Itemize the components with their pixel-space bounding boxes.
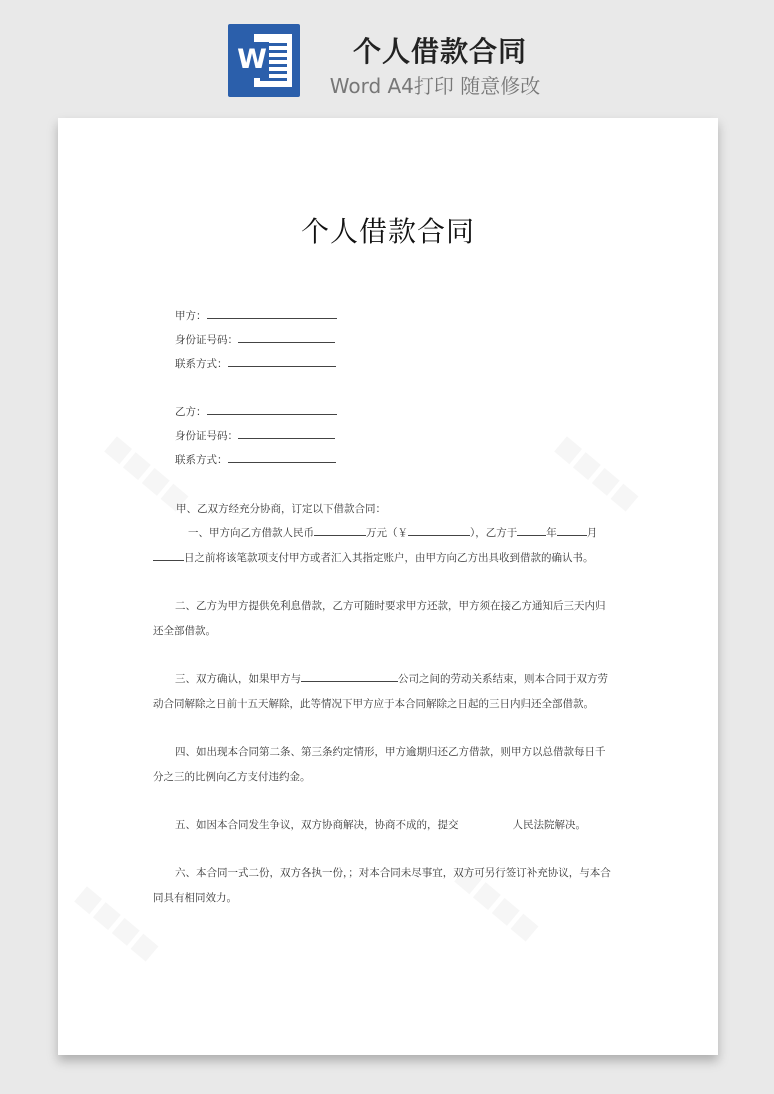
clause-text: ），乙方于 — [470, 527, 518, 539]
fill-blank[interactable] — [228, 453, 336, 463]
clause-6-line-2: 同具有相同效力。 — [153, 892, 237, 904]
party-b-name-label: 乙方： — [175, 406, 207, 418]
fill-blank[interactable] — [238, 333, 335, 343]
party-b-id-label: 身份证号码： — [175, 430, 238, 442]
clause-text: 三、双方确认，如果甲方与 — [175, 673, 301, 685]
clause-4-line-1: 四、如出现本合同第二条、第三条约定情形，甲方逾期归还乙方借款，则甲方以总借款每日千 — [175, 746, 606, 758]
clause-text: 五、如因本合同发生争议，双方协商解决，协商不成的，提交 — [175, 819, 459, 831]
document-page — [58, 118, 718, 1055]
party-a-name-label: 甲方： — [175, 310, 207, 322]
clause-text: 公司之间的劳动关系结束，则本合同于双方劳 — [398, 673, 608, 685]
fill-blank[interactable] — [207, 309, 337, 319]
clause-text: 月 — [586, 527, 598, 539]
party-a-contact-field[interactable] — [175, 356, 336, 371]
party-a-contact-label: 联系方式： — [175, 358, 228, 370]
clause-text: 万元（￥ — [366, 527, 408, 539]
party-a-id-label: 身份证号码： — [175, 334, 238, 346]
clause-2-line-2: 还全部借款。 — [153, 625, 216, 637]
party-a-name-field[interactable] — [175, 308, 337, 323]
fill-blank[interactable] — [207, 405, 337, 415]
clause-text: 人民法院解决。 — [512, 819, 586, 831]
party-a-id-field[interactable] — [175, 332, 335, 347]
party-b-contact-field[interactable] — [175, 452, 336, 467]
word-icon-letter: W — [235, 42, 269, 78]
fill-blank[interactable] — [238, 429, 335, 439]
clause-5 — [175, 817, 586, 832]
watermark — [70, 880, 165, 966]
party-b-name-field[interactable] — [175, 404, 337, 419]
clause-text: 年 — [546, 527, 557, 539]
party-b-contact-label: 联系方式： — [175, 454, 228, 466]
word-icon — [228, 24, 300, 97]
header-subtitle: Word A4打印 随意修改 — [329, 74, 541, 98]
clause-text: 一、甲方向乙方借款人民币 — [188, 527, 314, 539]
fill-blank[interactable] — [408, 526, 470, 536]
clause-6-line-1: 六、本合同一式二份，双方各执一份，；对本合同未尽事宜，双方可另行签订补充协议，与本合 — [175, 867, 611, 879]
clause-3-line-2: 动合同解除之日前十五天解除，此等情况下甲方应于本合同解除之日起的三日内归还全部借款。 — [153, 698, 594, 710]
watermark — [550, 430, 645, 516]
clause-2-line-1: 二、乙方为甲方提供免利息借款，乙方可随时要求甲方还款，甲方须在接乙方通知后三天内归 — [175, 600, 606, 612]
header-title: 个人借款合同 — [352, 35, 527, 68]
clause-1-line-2 — [153, 550, 594, 565]
party-b-id-field[interactable] — [175, 428, 335, 443]
fill-blank[interactable] — [153, 551, 184, 561]
page-header — [0, 0, 774, 110]
fill-blank[interactable] — [517, 526, 546, 536]
clause-1-line-1 — [188, 525, 597, 540]
fill-blank[interactable] — [314, 526, 366, 536]
clause-4-line-2: 分之三的比例向乙方支付违约金。 — [153, 771, 311, 783]
document-title: 个人借款合同 — [300, 215, 475, 248]
fill-blank[interactable] — [228, 357, 336, 367]
clause-3-line-1 — [175, 671, 608, 686]
contract-intro: 甲、乙双方经充分协商，订定以下借款合同： — [176, 503, 386, 515]
clause-text: 日之前将该笔款项支付甲方或者汇入其指定账户，由甲方向乙方出具收到借款的确认书。 — [184, 552, 594, 564]
fill-blank[interactable] — [301, 672, 398, 682]
fill-blank[interactable] — [557, 526, 587, 536]
